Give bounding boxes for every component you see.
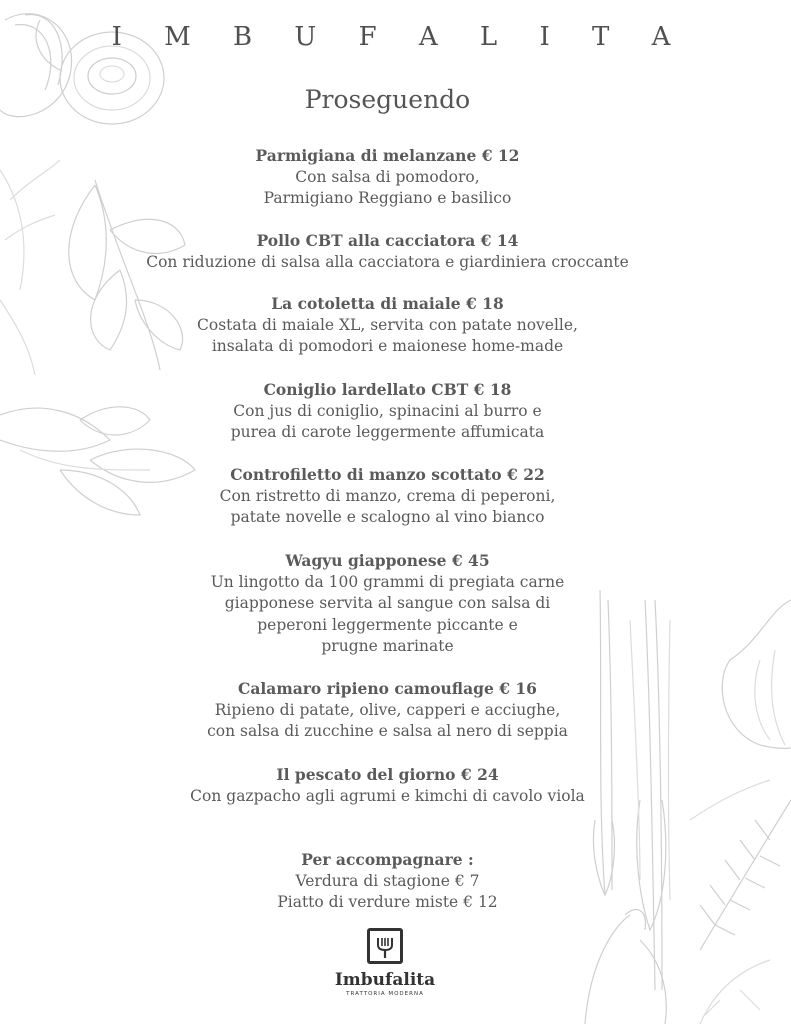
dish-name: Coniglio lardellato CBT € 18 <box>263 380 512 399</box>
dish-name: Controfiletto di manzo scottato € 22 <box>230 465 545 484</box>
dish-description: Con jus di coniglio, spinacini al burro e <box>233 401 542 420</box>
dish-name: Wagyu giapponese € 45 <box>285 551 490 570</box>
restaurant-name-heading: I M B U F A L I T A <box>111 22 688 52</box>
dish-item <box>0 550 775 658</box>
sides-section <box>0 849 775 914</box>
dish-description: insalata di pomodori e maionese home-made <box>211 337 564 355</box>
dish-item <box>0 464 775 529</box>
dish-name: La cotoletta di maiale € 18 <box>271 294 504 313</box>
dish-description: prugne marinate <box>321 637 454 655</box>
dish-description: Con riduzione di salsa alla cacciatora e giardiniera croccante <box>146 252 629 271</box>
dish-name: Calamaro ripieno camouflage € 16 <box>238 679 537 698</box>
logo-wordmark: Imbufalita <box>334 970 436 990</box>
dish-description: purea di carote leggermente affumicata <box>230 423 545 441</box>
dish-description: Con ristretto di manzo, crema di peperoni, <box>219 486 556 505</box>
dish-description: peperoni leggermente piccante e <box>257 615 518 634</box>
pepper-illustration <box>585 910 770 1024</box>
dish-description: patate novelle e scalogno al vino bianco <box>230 508 545 526</box>
logo-tagline: TRATTORIA MODERNA <box>346 991 424 997</box>
dish-description: Un lingotto da 100 grammi di pregiata carne <box>210 572 565 591</box>
dish-description: con salsa di zucchine e salsa al nero di seppia <box>207 722 568 740</box>
dish-description: giapponese servita al sangue con salsa di <box>224 594 551 612</box>
dish-item <box>0 678 775 743</box>
fork-logo-icon <box>367 928 403 964</box>
dish-item <box>0 293 775 358</box>
dish-description: Con gazpacho agli agrumi e kimchi di cavolo viola <box>190 786 585 805</box>
dish-item <box>0 230 775 273</box>
dish-item <box>0 379 775 444</box>
section-title: Proseguendo <box>304 85 471 114</box>
dish-description: Con salsa di pomodoro, <box>295 167 480 186</box>
side-item: Verdura di stagione € 7 <box>295 871 480 890</box>
dish-name: Parmigiana di melanzane € 12 <box>255 146 520 165</box>
dish-name: Il pescato del giorno € 24 <box>276 765 499 784</box>
sides-heading: Per accompagnare : <box>301 850 474 869</box>
side-item: Piatto di verdure miste € 12 <box>277 893 498 911</box>
dish-item <box>0 145 775 210</box>
dish-item <box>0 764 775 807</box>
dish-description: Parmigiano Reggiano e basilico <box>263 189 512 207</box>
dish-name: Pollo CBT alla cacciatora € 14 <box>256 231 519 250</box>
dish-description: Ripieno di patate, olive, capperi e acciughe, <box>214 700 561 719</box>
restaurant-logo <box>330 928 440 997</box>
dish-description: Costata di maiale XL, servita con patate novelle, <box>197 315 578 334</box>
